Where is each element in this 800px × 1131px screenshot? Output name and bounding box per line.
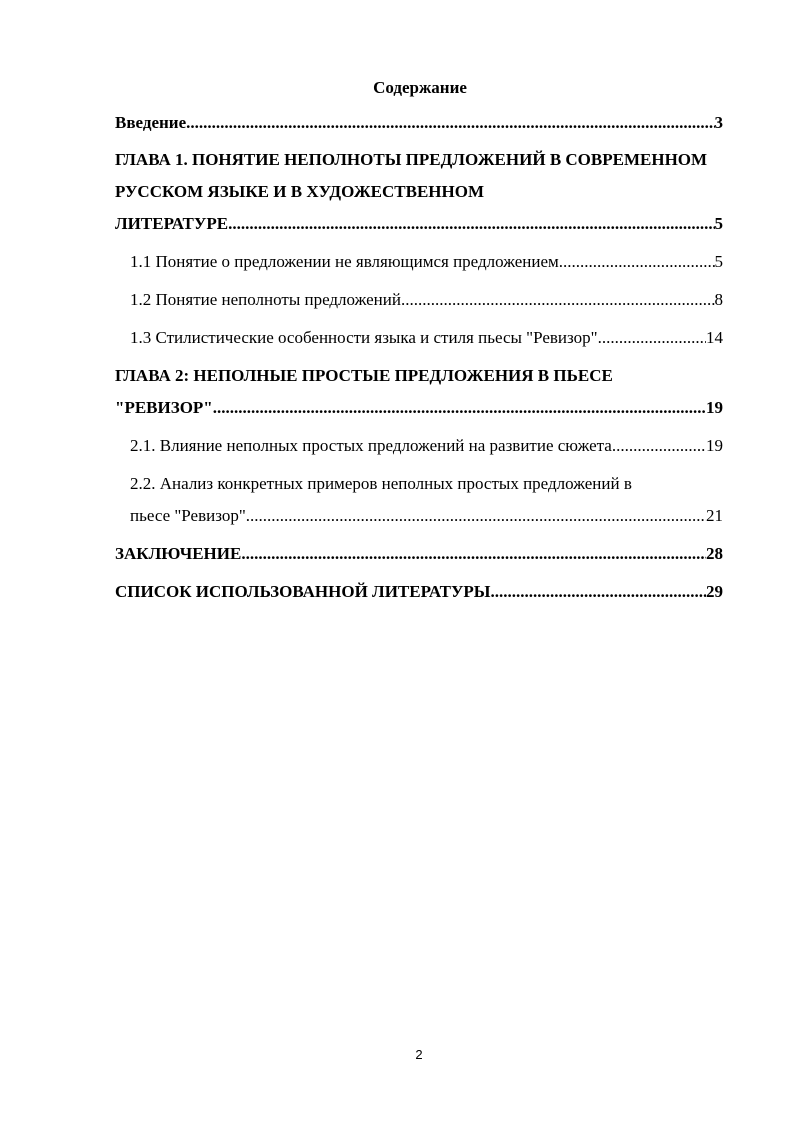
toc-entry-section-1-1[interactable] [115, 246, 723, 278]
dot-leader [559, 246, 715, 278]
toc-entry-page: 14 [706, 328, 723, 347]
toc-entry-page: 3 [714, 113, 723, 132]
toc-entry-section-2-1[interactable] [115, 430, 723, 462]
page-number: 2 [415, 1047, 423, 1062]
toc-entry-page: 8 [714, 290, 723, 309]
toc-entry-chapter-1[interactable] [115, 144, 723, 240]
toc-entry-section-1-3[interactable] [115, 322, 723, 354]
toc-entry-bibliography[interactable] [115, 576, 723, 608]
toc-entry-section-1-2[interactable] [115, 284, 723, 316]
dot-leader [213, 392, 706, 424]
toc-entry-title: 2.1. Влияние неполных простых предложений на развитие сюжета [130, 436, 612, 455]
table-of-contents [115, 107, 723, 608]
toc-entry-page: 19 [706, 436, 723, 455]
toc-entry-title-lead: ГЛАВА 2: НЕПОЛНЫЕ ПРОСТЫЕ ПРЕДЛОЖЕНИЯ В ПЬЕСЕ [115, 366, 613, 385]
toc-entry-title: СПИСОК ИСПОЛЬЗОВАННОЙ ЛИТЕРАТУРЫ [115, 582, 491, 601]
toc-entry-page: 5 [714, 214, 723, 233]
toc-entry-page: 19 [706, 398, 723, 417]
toc-entry-introduction[interactable] [115, 107, 723, 139]
toc-entry-title: пьесе "Ревизор" [130, 506, 246, 525]
dot-leader [612, 430, 706, 462]
toc-entry-page: 21 [706, 506, 723, 525]
toc-entry-title: ЛИТЕРАТУРЕ [115, 214, 229, 233]
toc-entry-conclusion[interactable] [115, 538, 723, 570]
toc-entry-title-lead: ГЛАВА 1. ПОНЯТИЕ НЕПОЛНОТЫ ПРЕДЛОЖЕНИЙ В СОВРЕМЕННОМ РУССКОМ ЯЗЫКЕ И В ХУДОЖЕСТВЕННОМ [115, 150, 708, 201]
dot-leader [598, 322, 706, 354]
toc-entry-title: Введение [115, 113, 187, 132]
toc-entry-title: ЗАКЛЮЧЕНИЕ [115, 544, 242, 563]
toc-title: Содержание [373, 78, 467, 97]
toc-entry-page: 29 [706, 582, 723, 601]
toc-entry-title-lead: 2.2. Анализ конкретных примеров неполных простых предложений в [130, 474, 632, 493]
dot-leader [246, 500, 706, 532]
toc-entry-title: 1.3 Стилистические особенности языка и стиля пьесы "Ревизор" [130, 328, 598, 347]
dot-leader [241, 538, 706, 570]
toc-entry-page: 28 [706, 544, 723, 563]
toc-entry-section-2-2[interactable] [115, 468, 723, 532]
toc-entry-title: 1.2 Понятие неполноты предложений [130, 290, 401, 309]
dot-leader [491, 576, 707, 608]
toc-entry-title: "РЕВИЗОР" [115, 398, 213, 417]
toc-entry-title: 1.1 Понятие о предложении не являющимся предложением [130, 252, 559, 271]
toc-entry-chapter-2[interactable] [115, 360, 723, 424]
toc-entry-page: 5 [714, 252, 723, 271]
dot-leader [186, 107, 714, 139]
dot-leader [401, 284, 715, 316]
dot-leader [228, 208, 714, 240]
